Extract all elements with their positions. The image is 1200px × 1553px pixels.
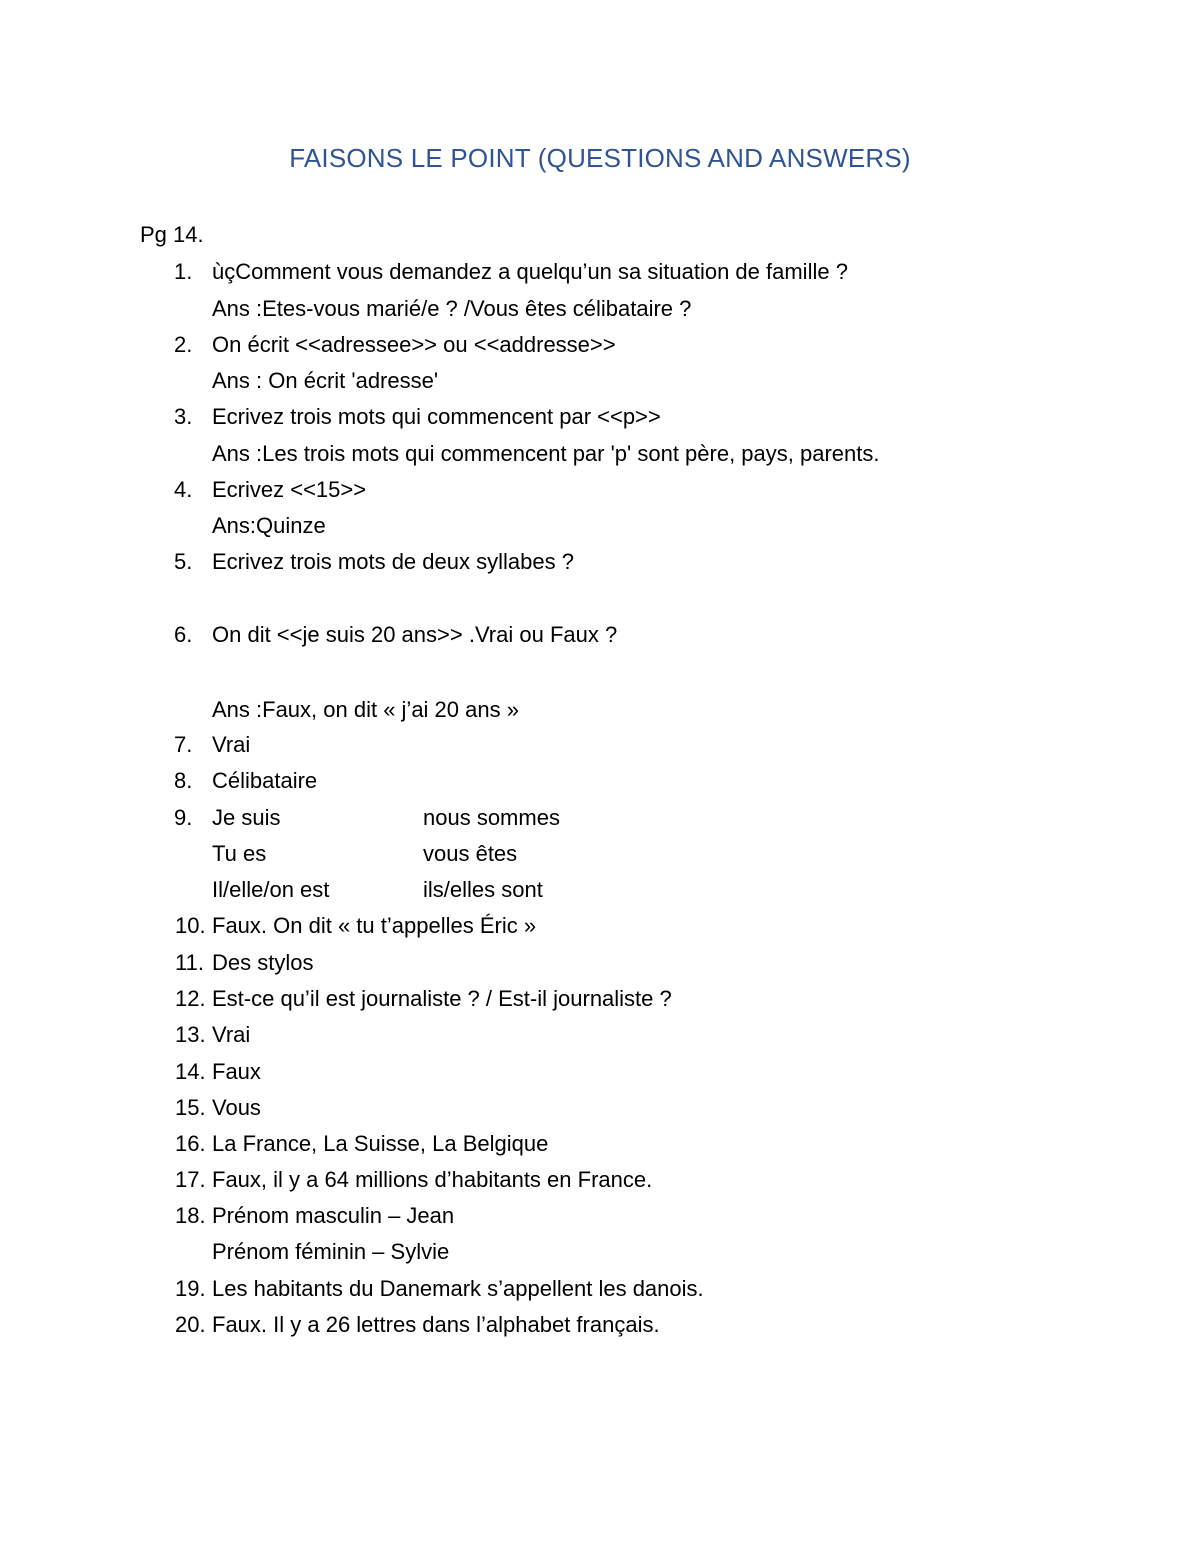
answer-text: Vous (212, 1095, 261, 1120)
answer-text: Prénom féminin – Sylvie (212, 1239, 450, 1264)
answer-text: Des stylos (212, 950, 314, 975)
conjugation-left: Il/elle/on est (212, 877, 330, 902)
question-text: Ecrivez trois mots de deux syllabes ? (212, 549, 574, 574)
answer-text: Est-ce qu’il est journaliste ? / Est-il journaliste ? (212, 986, 672, 1011)
page-reference: Pg 14. (140, 222, 204, 247)
item-number: 19. (175, 1276, 206, 1301)
item-number: 13. (175, 1022, 206, 1047)
conjugation-right: nous sommes (423, 805, 560, 830)
item-number: 3. (174, 404, 193, 429)
item-number: 10. (175, 913, 206, 938)
page-title: FAISONS LE POINT (QUESTIONS AND ANSWERS) (289, 143, 911, 173)
question-text: On écrit <<adressee>> ou <<addresse>> (212, 332, 616, 357)
answer-text: La France, La Suisse, La Belgique (212, 1131, 549, 1156)
item-number: 7. (174, 732, 193, 757)
answer-text: Faux. Il y a 26 lettres dans l’alphabet français. (212, 1312, 660, 1337)
item-number: 5. (174, 549, 193, 574)
item-number: 11. (175, 950, 204, 975)
question-text: ùçComment vous demandez a quelqu’un sa situation de famille ? (212, 259, 848, 284)
answer-text: Ans:Quinze (212, 513, 326, 538)
question-text: On dit <<je suis 20 ans>> .Vrai ou Faux ? (212, 622, 618, 647)
question-text: Ecrivez <<15>> (212, 477, 367, 502)
item-number: 12. (175, 986, 206, 1011)
answer-text: Ans :Etes-vous marié/e ? /Vous êtes célibataire ? (212, 296, 692, 321)
conjugation-left: Je suis (212, 805, 281, 830)
item-number: 4. (174, 477, 193, 502)
conjugation-left: Tu es (212, 841, 267, 866)
item-number: 9. (174, 805, 193, 830)
item-number: 8. (174, 768, 193, 793)
answer-text: Prénom masculin – Jean (212, 1203, 455, 1228)
answer-text: Faux (212, 1059, 261, 1084)
answer-text: Ans : On écrit 'adresse' (212, 368, 439, 393)
conjugation-right: ils/elles sont (423, 877, 543, 902)
item-number: 17. (175, 1167, 206, 1192)
answer-text: Faux, il y a 64 millions d’habitants en France. (212, 1167, 653, 1192)
item-number: 2. (174, 332, 193, 357)
answer-text: Les habitants du Danemark s’appellent les danois. (212, 1276, 704, 1301)
answer-text: Faux. On dit « tu t’appelles Éric » (212, 913, 537, 938)
question-text: Ecrivez trois mots qui commencent par <<p>> (212, 404, 661, 429)
item-number: 1. (174, 259, 193, 284)
answer-text: Ans :Faux, on dit « j’ai 20 ans » (212, 697, 519, 722)
answer-text: Célibataire (212, 768, 318, 793)
answer-text: Vrai (212, 732, 251, 757)
item-number: 14. (175, 1059, 206, 1084)
item-number: 15. (175, 1095, 206, 1120)
item-number: 18. (175, 1203, 206, 1228)
answer-text: Ans :Les trois mots qui commencent par 'p' sont père, pays, parents. (212, 441, 880, 466)
item-number: 20. (175, 1312, 206, 1337)
item-number: 6. (174, 622, 193, 647)
conjugation-right: vous êtes (423, 841, 518, 866)
answer-text: Vrai (212, 1022, 251, 1047)
item-number: 16. (175, 1131, 206, 1156)
